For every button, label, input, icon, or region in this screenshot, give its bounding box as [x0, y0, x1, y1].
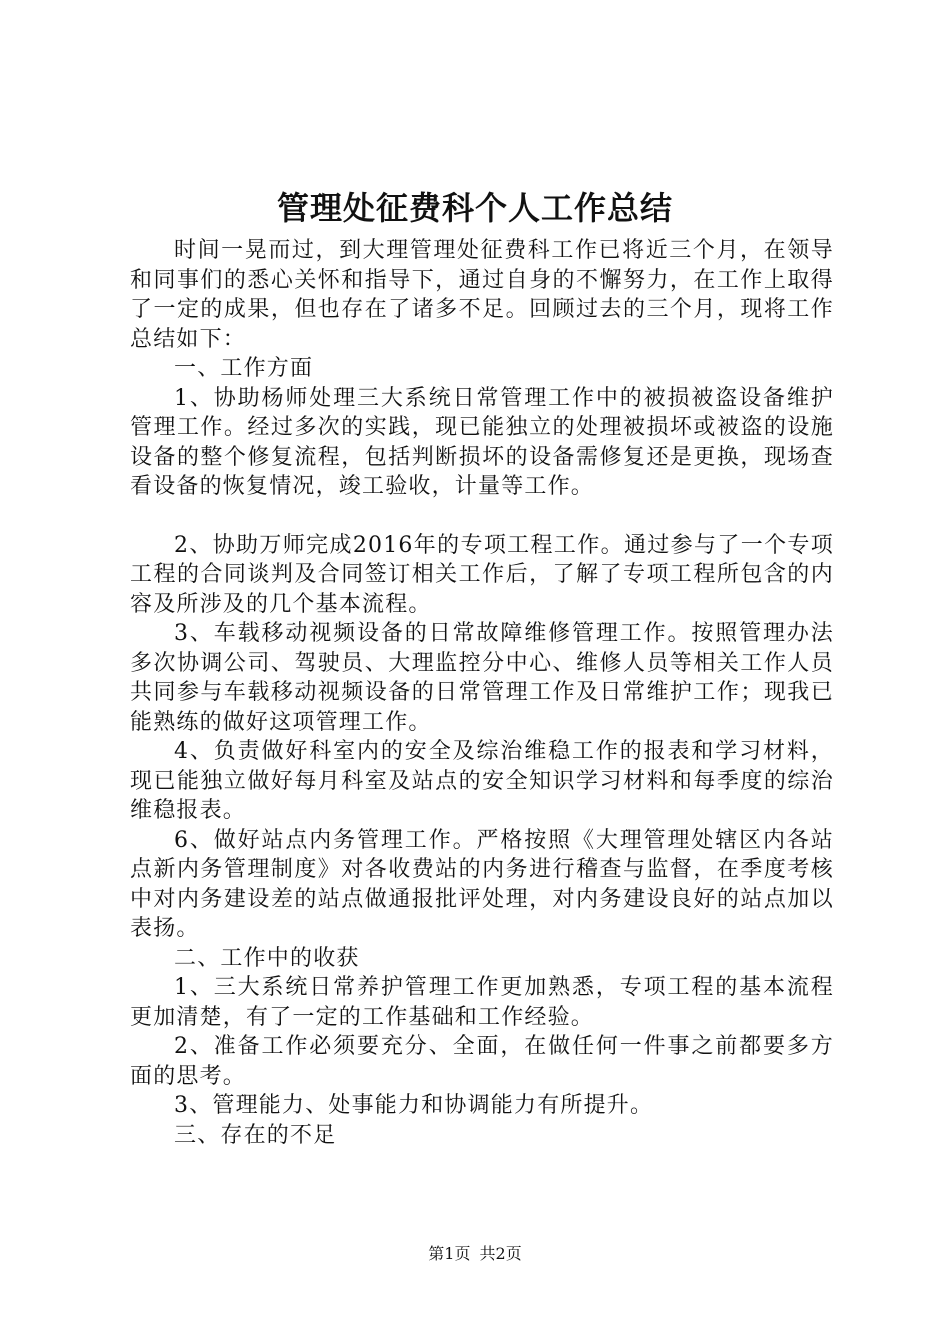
- paragraph-gain-1: 1、三大系统日常养护管理工作更加熟悉，专项工程的基本流程更加清楚，有了一定的工作基础和工作经验。: [130, 975, 834, 1030]
- paragraph-item-4: 4、负责做好科室内的安全及综治维稳工作的报表和学习材料，现已能独立做好每月科室及站点的安全知识学习材料和每季度的综治维稳报表。: [130, 739, 834, 823]
- paragraph-item-2: 2、协助万师完成2016年的专项工程工作。通过参与了一个专项工程的合同谈判及合同签订相关工作后，了解了专项工程所包含的内容及所涉及的几个基本流程。: [130, 532, 834, 617]
- paragraph-intro: 时间一晃而过，到大理管理处征费科工作已将近三个月，在领导和同事们的悉心关怀和指导下，通过自身的不懈努力，在工作上取得了一定的成果，但也存在了诸多不足。回顾过去的三个月，现将工作总结如下：: [130, 238, 834, 352]
- paragraph-item-1: 1、协助杨师处理三大系统日常管理工作中的被损被盗设备维护管理工作。经过多次的实践，现已能独立的处理被损坏或被盗的设施设备的整个修复流程，包括判断损坏的设备需修复还是更换，现场查看设备的恢复情况，竣工验收，计量等工作。: [130, 385, 834, 499]
- paragraph-gain-2: 2、准备工作必须要充分、全面，在做任何一件事之前都要多方面的思考。: [130, 1034, 834, 1089]
- paragraph-gain-3: 3、管理能力、处事能力和协调能力有所提升。: [174, 1093, 654, 1118]
- section-heading-gains: 二、工作中的收获: [174, 945, 360, 971]
- paragraph-item-6: 6、做好站点内务管理工作。严格按照《大理管理处辖区内各站点新内务管理制度》对各收费站的内务进行稽查与监督，在季度考核中对内务建设差的站点做通报批评处理，对内务建设良好的站点加以表扬。: [130, 827, 834, 941]
- page-total: 共2页: [479, 1244, 522, 1263]
- document-title: 管理处征费科个人工作总结: [276, 189, 673, 227]
- section-heading-work: 一、工作方面: [174, 356, 314, 381]
- page-footer: [0, 1243, 950, 1265]
- page-number: 第1页: [428, 1244, 471, 1263]
- section-heading-shortcomings: 三、存在的不足: [174, 1122, 337, 1148]
- paragraph-item-3: 3、车载移动视频设备的日常故障维修管理工作。按照管理办法多次协调公司、驾驶员、大理监控分中心、维修人员等相关工作人员共同参与车载移动视频设备的日常管理工作及日常维护工作；现我已能熟练的做好这项管理工作。: [130, 621, 834, 735]
- document-body: [130, 236, 834, 1150]
